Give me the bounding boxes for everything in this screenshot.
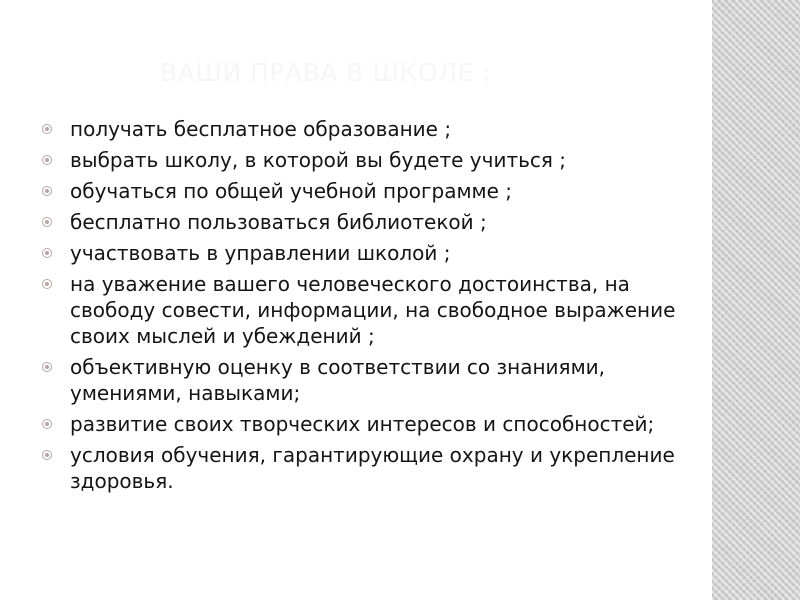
bullet-item — [42, 354, 682, 406]
circle-bullet-icon — [42, 155, 52, 165]
bullet-text: выбрать школу, в которой вы будете учиться ; — [70, 148, 567, 172]
decorative-side-panel — [712, 0, 800, 600]
circle-bullet-icon — [42, 186, 52, 196]
circle-bullet-icon — [42, 419, 52, 429]
bullet-item — [42, 147, 682, 173]
bullet-text: участвовать в управлении школой ; — [70, 241, 451, 265]
circle-bullet-icon — [42, 279, 52, 289]
bullet-item — [42, 116, 682, 142]
circle-bullet-icon — [42, 124, 52, 134]
bullet-item — [42, 240, 682, 266]
bullet-text: условия обучения, гарантирующие охрану и укрепление здоровья. — [70, 443, 675, 493]
circle-bullet-icon — [42, 248, 52, 258]
bullet-item — [42, 411, 682, 437]
bullet-item — [42, 209, 682, 235]
bullet-text: обучаться по общей учебной программе ; — [70, 179, 513, 203]
bullet-text: развитие своих творческих интересов и способностей; — [70, 412, 655, 436]
bullet-text: объективную оценку в соответствии со знаниями, умениями, навыками; — [70, 355, 606, 405]
circle-bullet-icon — [42, 450, 52, 460]
slide-title: ВАШИ ПРАВА В ШКОЛЕ : — [160, 58, 492, 87]
bullet-item — [42, 271, 682, 349]
circle-bullet-icon — [42, 217, 52, 227]
bullet-list — [42, 116, 682, 499]
circle-bullet-icon — [42, 362, 52, 372]
bullet-item — [42, 178, 682, 204]
bullet-text: бесплатно пользоваться библиотекой ; — [70, 210, 487, 234]
bullet-text: получать бесплатное образование ; — [70, 117, 452, 141]
bullet-item — [42, 442, 682, 494]
bullet-text: на уважение вашего человеческого достоинства, на свободу совести, информации, на свободное выражение своих мыслей и убеждений ; — [70, 272, 676, 348]
